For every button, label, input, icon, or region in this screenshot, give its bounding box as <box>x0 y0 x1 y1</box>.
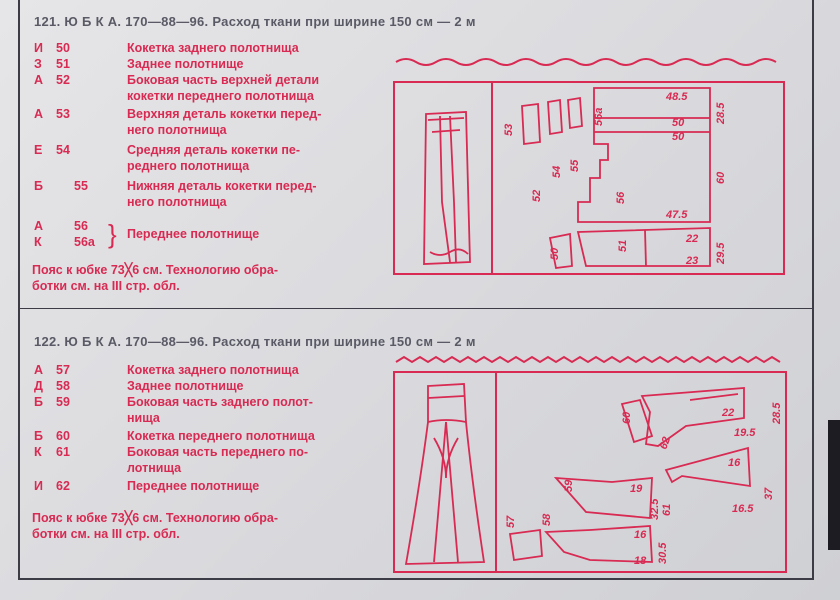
part-number: 56а <box>74 235 95 249</box>
part-letter: З <box>34 57 42 71</box>
dimension-label: 22 <box>686 233 699 245</box>
piece-label: 52 <box>531 189 543 202</box>
piece-label: 61 <box>661 503 673 516</box>
part-letter: А <box>34 219 44 233</box>
piece-label: 60 <box>621 411 633 424</box>
part-description: Боковая часть верхней детали кокетки переднего полотнища <box>127 73 319 103</box>
dimension-label: 16.5 <box>732 503 754 515</box>
piece-label: 55 <box>569 159 581 172</box>
dimension-label: 19 <box>630 483 643 495</box>
part-description: Кокетка заднего полотнища <box>127 41 299 55</box>
piece-label: 56а <box>593 107 605 126</box>
part-description: Переднее полотнище <box>127 227 260 241</box>
dimension-label: 16 <box>728 457 741 469</box>
part-row <box>34 142 394 178</box>
part-letter: К <box>34 445 42 459</box>
part-description: Заднее полотнище <box>127 57 244 71</box>
part-description: Верхняя деталь кокетки перед- него полотнища <box>127 107 322 137</box>
part-number: 52 <box>56 73 70 87</box>
part-number: 56 <box>74 219 88 233</box>
part-number: 55 <box>74 179 88 193</box>
dimension-label: 22 <box>722 407 735 419</box>
piece-label: 56 <box>615 191 627 204</box>
part-letter: Б <box>34 395 43 409</box>
dimension-label: 23 <box>686 255 699 267</box>
grouping-brace: } <box>108 219 117 249</box>
part-number: 59 <box>56 395 70 409</box>
part-description: Заднее полотнище <box>127 379 244 393</box>
model-122-header: 122. Ю Б К А. 170—88—96. Расход ткани при ширине 150 см — 2 м <box>34 334 476 349</box>
model-121-belt-note: Пояс к юбке 73╳6 см. Технологию обра- ботки см. на III стр. обл. <box>32 263 278 293</box>
part-number: 51 <box>56 57 70 71</box>
dimension-label: 18 <box>634 555 647 567</box>
dimension-label: 28.5 <box>771 402 783 424</box>
part-number: 60 <box>56 429 70 443</box>
dimension-label: 19.5 <box>734 427 756 439</box>
part-description: Переднее полотнище <box>127 479 260 493</box>
dimension-label: 47.5 <box>666 209 688 221</box>
part-letter: А <box>34 363 44 377</box>
piece-label: 51 <box>617 239 629 252</box>
part-description: Кокетка заднего полотнища <box>127 363 299 377</box>
piece-label: 54 <box>551 165 563 178</box>
part-number: 58 <box>56 379 70 393</box>
dimension-label: 50 <box>672 131 685 143</box>
dimension-label: 29.5 <box>715 242 727 264</box>
part-description: Средняя деталь кокетки пе- реднего полотнища <box>127 143 301 173</box>
model-121-header: 121. Ю Б К А. 170—88—96. Расход ткани при ширине 150 см — 2 м <box>34 14 476 29</box>
dimension-label: 37 <box>763 487 775 500</box>
part-description: Кокетка переднего полотнища <box>127 429 315 443</box>
part-number: 57 <box>56 363 70 377</box>
part-number: 53 <box>56 107 70 121</box>
skirt-122-sketch <box>406 384 484 564</box>
part-row <box>34 56 394 72</box>
dimension-label: 60 <box>715 171 727 184</box>
part-letter: К <box>34 235 42 249</box>
model-122-section <box>0 322 790 567</box>
part-row <box>34 378 394 394</box>
part-row <box>34 72 394 104</box>
piece-label: 58 <box>541 513 553 526</box>
part-number: 50 <box>56 41 70 55</box>
model-122-belt-note: Пояс к юбке 73╳6 см. Технологию обра- ботки см. на III стр. обл. <box>32 511 278 541</box>
part-row <box>34 104 394 142</box>
page-edge-shadow <box>828 420 840 550</box>
part-letter: И <box>34 41 43 55</box>
dimension-label: 30.5 <box>657 542 669 564</box>
part-row <box>34 444 394 478</box>
part-description: Боковая часть переднего по- лотнища <box>127 445 309 475</box>
dimension-label: 16 <box>634 529 647 541</box>
dimension-label: 28.5 <box>715 102 727 124</box>
skirt-121-sketch <box>424 112 470 264</box>
model-122-parts-list <box>34 362 394 494</box>
part-row <box>34 178 394 214</box>
model-121-parts-list <box>34 40 394 250</box>
part-letter: А <box>34 107 44 121</box>
part-letter: Б <box>34 429 43 443</box>
part-row <box>34 428 394 444</box>
piece-label: 50 <box>549 247 561 260</box>
model-121-section <box>0 0 790 300</box>
part-letter: И <box>34 479 43 493</box>
part-row <box>34 394 394 428</box>
part-description: Нижняя деталь кокетки перед- него полотнища <box>127 179 317 209</box>
part-number: 54 <box>56 143 70 157</box>
piece-label: 62 <box>657 435 674 452</box>
dimension-label: 32.5 <box>649 498 661 520</box>
part-letter: А <box>34 73 44 87</box>
part-number: 61 <box>56 445 70 459</box>
part-row <box>34 362 394 378</box>
part-letter: Е <box>34 143 43 157</box>
model-121-illustration <box>390 52 790 282</box>
section-divider-line <box>18 308 814 309</box>
part-row <box>34 40 394 56</box>
part-letter: Б <box>34 179 43 193</box>
dimension-label: 50 <box>672 117 685 129</box>
part-row-grouped <box>34 218 394 250</box>
right-border-line <box>812 0 814 580</box>
part-description: Боковая часть заднего полот- нища <box>127 395 313 425</box>
part-row <box>34 478 394 494</box>
part-letter: Д <box>34 379 43 393</box>
part-number: 62 <box>56 479 70 493</box>
model-122-illustration <box>390 352 790 582</box>
piece-label: 53 <box>503 123 515 136</box>
piece-label: 59 <box>563 479 575 492</box>
dimension-label: 48.5 <box>666 91 688 103</box>
piece-label: 57 <box>505 515 517 528</box>
